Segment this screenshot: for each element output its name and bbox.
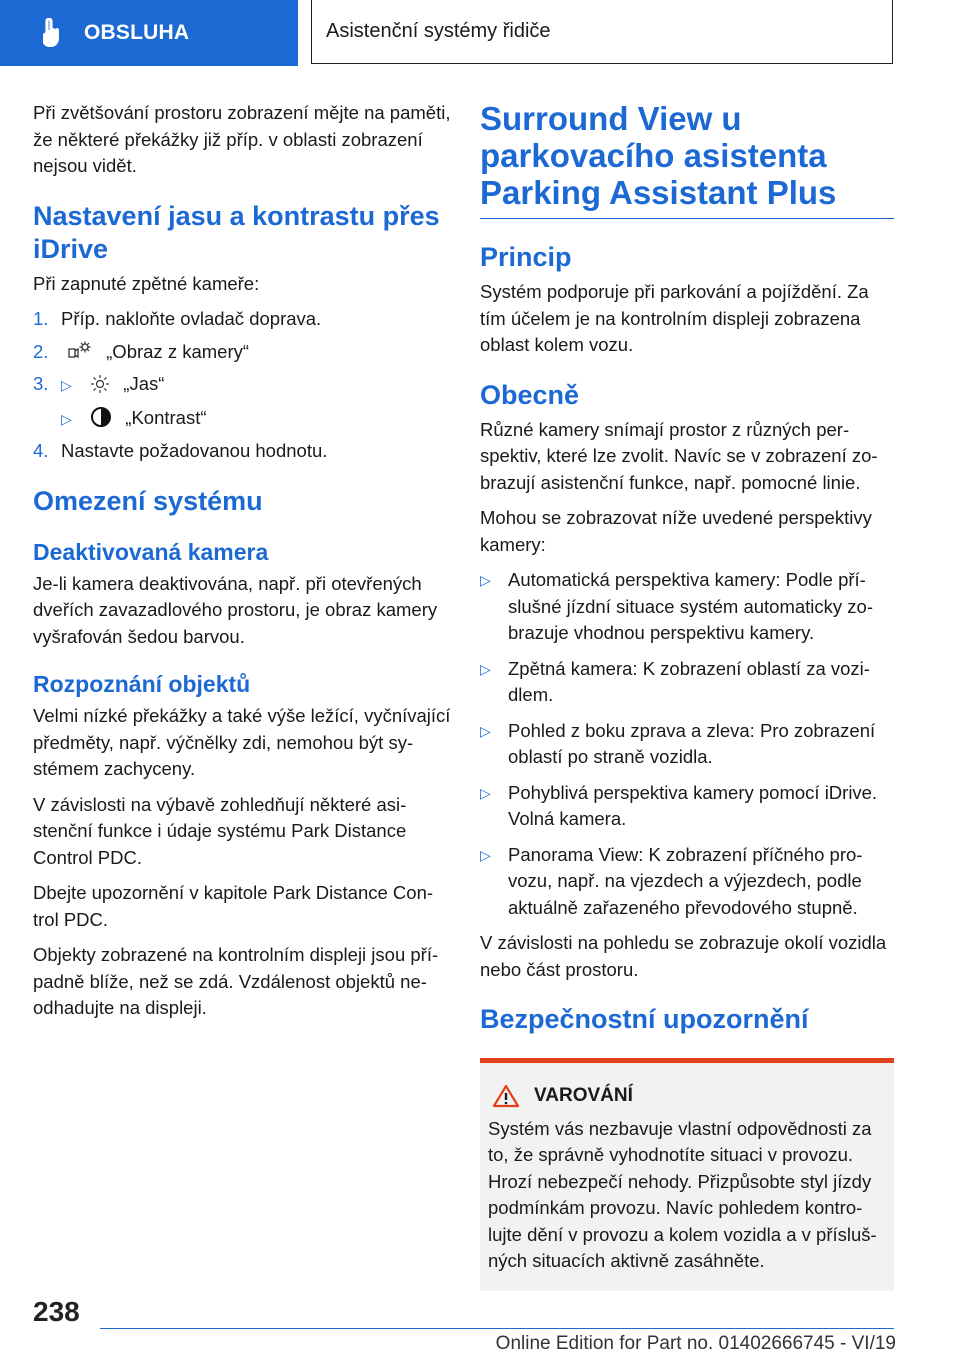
right-column	[480, 100, 894, 1291]
warning-triangle-icon	[492, 1084, 520, 1108]
step-number: 3.	[33, 373, 49, 394]
step-text: Nastavte požadovanou hodnotu.	[61, 440, 328, 461]
edition-note: Online Edition for Part no. 01402666745 - VI/19	[495, 1333, 896, 1354]
list-item	[480, 567, 894, 647]
brightness-lead: Při zapnuté zpětné kameře:	[33, 272, 260, 294]
step-2	[33, 339, 451, 366]
list-item	[480, 656, 894, 709]
step-4	[33, 438, 451, 465]
step-3	[33, 371, 451, 399]
general-text: V závislosti na pohledu se zobrazuje okolí vozidla nebo část prostoru.	[480, 932, 887, 980]
step-text: Příp. nakloňte ovladač doprava.	[61, 308, 322, 329]
deactivated-text: Je-li kamera deaktivována, např. při otevřených dveřích zavazadlového prostoru, je obraz kamery vyšrafován šedou barvou.	[33, 572, 438, 647]
triangle-bullet-icon: ▷	[480, 722, 491, 739]
general-text: Mohou se zobrazovat níže uvedené perspektivy kamery:	[480, 507, 872, 555]
footer-divider	[100, 1328, 894, 1329]
section-title: OBSLUHA	[84, 21, 190, 44]
list-item-text: Pohled z boku zprava a zleva: Pro zobrazení oblastí po straně vozidla.	[508, 719, 876, 767]
step-text: „Jas“	[123, 373, 165, 394]
detection-heading: Rozpoznání objektů	[33, 671, 251, 697]
step-text: „Kontrast“	[125, 406, 207, 428]
list-item	[480, 780, 894, 833]
step-number: 4.	[33, 440, 49, 461]
list-item	[480, 842, 894, 922]
step-3b	[33, 405, 451, 433]
section-main-title: Surround View u parkovacího asistenta Parking Assistant Plus	[480, 100, 894, 219]
chapter-title: Asistenční systémy řidiče	[326, 20, 551, 42]
detection-paragraph: Dbejte upozornění v kapitole Park Distance Control PDC.	[33, 882, 434, 930]
step-number: 2.	[33, 340, 49, 362]
left-column	[33, 100, 451, 1031]
section-tab	[0, 0, 298, 66]
page-number: 238	[33, 1296, 80, 1327]
warning-title-row	[488, 1083, 886, 1110]
detection-paragraph: Velmi nízké překážky a také výše ležící, vyčnívající předměty, např. výčnělky zdi, nemohou být systémem zachyceny.	[33, 705, 451, 779]
triangle-bullet-icon: ▷	[480, 846, 491, 863]
list-item	[480, 718, 894, 771]
contrast-icon	[90, 406, 112, 428]
camera-settings-icon	[67, 340, 93, 362]
step-1	[33, 306, 451, 333]
list-item-text: Pohyblivá perspektiva kamery pomocí iDrive. Volná kamera.	[508, 781, 878, 829]
triangle-bullet-icon: ▷	[480, 660, 491, 677]
step-text: „Obraz z kamery“	[106, 340, 250, 362]
safety-heading: Bezpečnostní upozornění	[480, 1004, 809, 1034]
touch-hand-icon	[38, 18, 64, 48]
list-item-text: Automatická perspektiva kamery: Podle příslušné jízdní situace systém automaticky zobrazuje vhodnou perspektivu kamery.	[508, 569, 874, 643]
warning-title: VAROVÁNÍ	[534, 1085, 633, 1106]
general-heading: Obecně	[480, 379, 580, 410]
step-number: 1.	[33, 308, 49, 329]
principle-heading: Princip	[480, 242, 572, 272]
brightness-sun-icon	[90, 374, 110, 394]
intro-paragraph: Při zvětšování prostoru zobrazení mějte na paměti, že některé překážky již příp. v oblasti zobrazení nejsou vidět.	[33, 102, 451, 176]
triangle-bullet-icon: ▷	[61, 377, 72, 393]
detection-paragraph: V závislosti na výbavě zohledňují některé asistenční funkce i údaje systému Park Distance Control PDC.	[33, 793, 407, 868]
triangle-bullet-icon: ▷	[61, 410, 72, 427]
perspectives-list	[480, 567, 894, 921]
list-item-text: Panorama View: K zobrazení příčného provozu, např. na vjezdech a výjezdech, podle aktuálně zařazeného převodového stupně.	[508, 843, 863, 918]
list-item-text: Zpětná kamera: K zobrazení oblastí za vozidlem.	[508, 657, 870, 705]
warning-text: Systém vás nezbavuje vlastní odpovědnosti za to, že správně vyhodnotíte situaci v provozu. Hrozí nebezpečí nehody. Přizpůsobte styl jízdy podmínkám provozu. Navíc pohledem kontrolujte dění v provozu a kolem vozidla a v příslušných situacích aktivně zasáhněte.	[488, 1117, 877, 1271]
triangle-bullet-icon: ▷	[480, 572, 491, 588]
warning-box	[480, 1058, 894, 1291]
limits-heading: Omezení systému	[33, 485, 263, 516]
brightness-heading: Nastavení jasu a kontrastu přes iDrive	[33, 200, 440, 264]
brightness-steps	[33, 306, 451, 465]
detection-paragraph: Objekty zobrazené na kontrolním displeji jsou případně blíže, než se zdá. Vzdálenost objektů neodhadujte na displeji.	[33, 944, 439, 1018]
chapter-header	[311, 0, 893, 64]
general-text: Různé kamery snímají prostor z různých perspektiv, které lze zvolit. Navíc se v zobrazení zobrazují asistenční funkce, např. pomocné linie.	[480, 418, 878, 493]
triangle-bullet-icon: ▷	[480, 784, 491, 801]
deactivated-heading: Deaktivovaná kamera	[33, 538, 269, 565]
principle-text: Systém podporuje při parkování a pojíždění. Za tím účelem je na kontrolním displeji zobrazena oblast kolem vozu.	[480, 281, 869, 355]
